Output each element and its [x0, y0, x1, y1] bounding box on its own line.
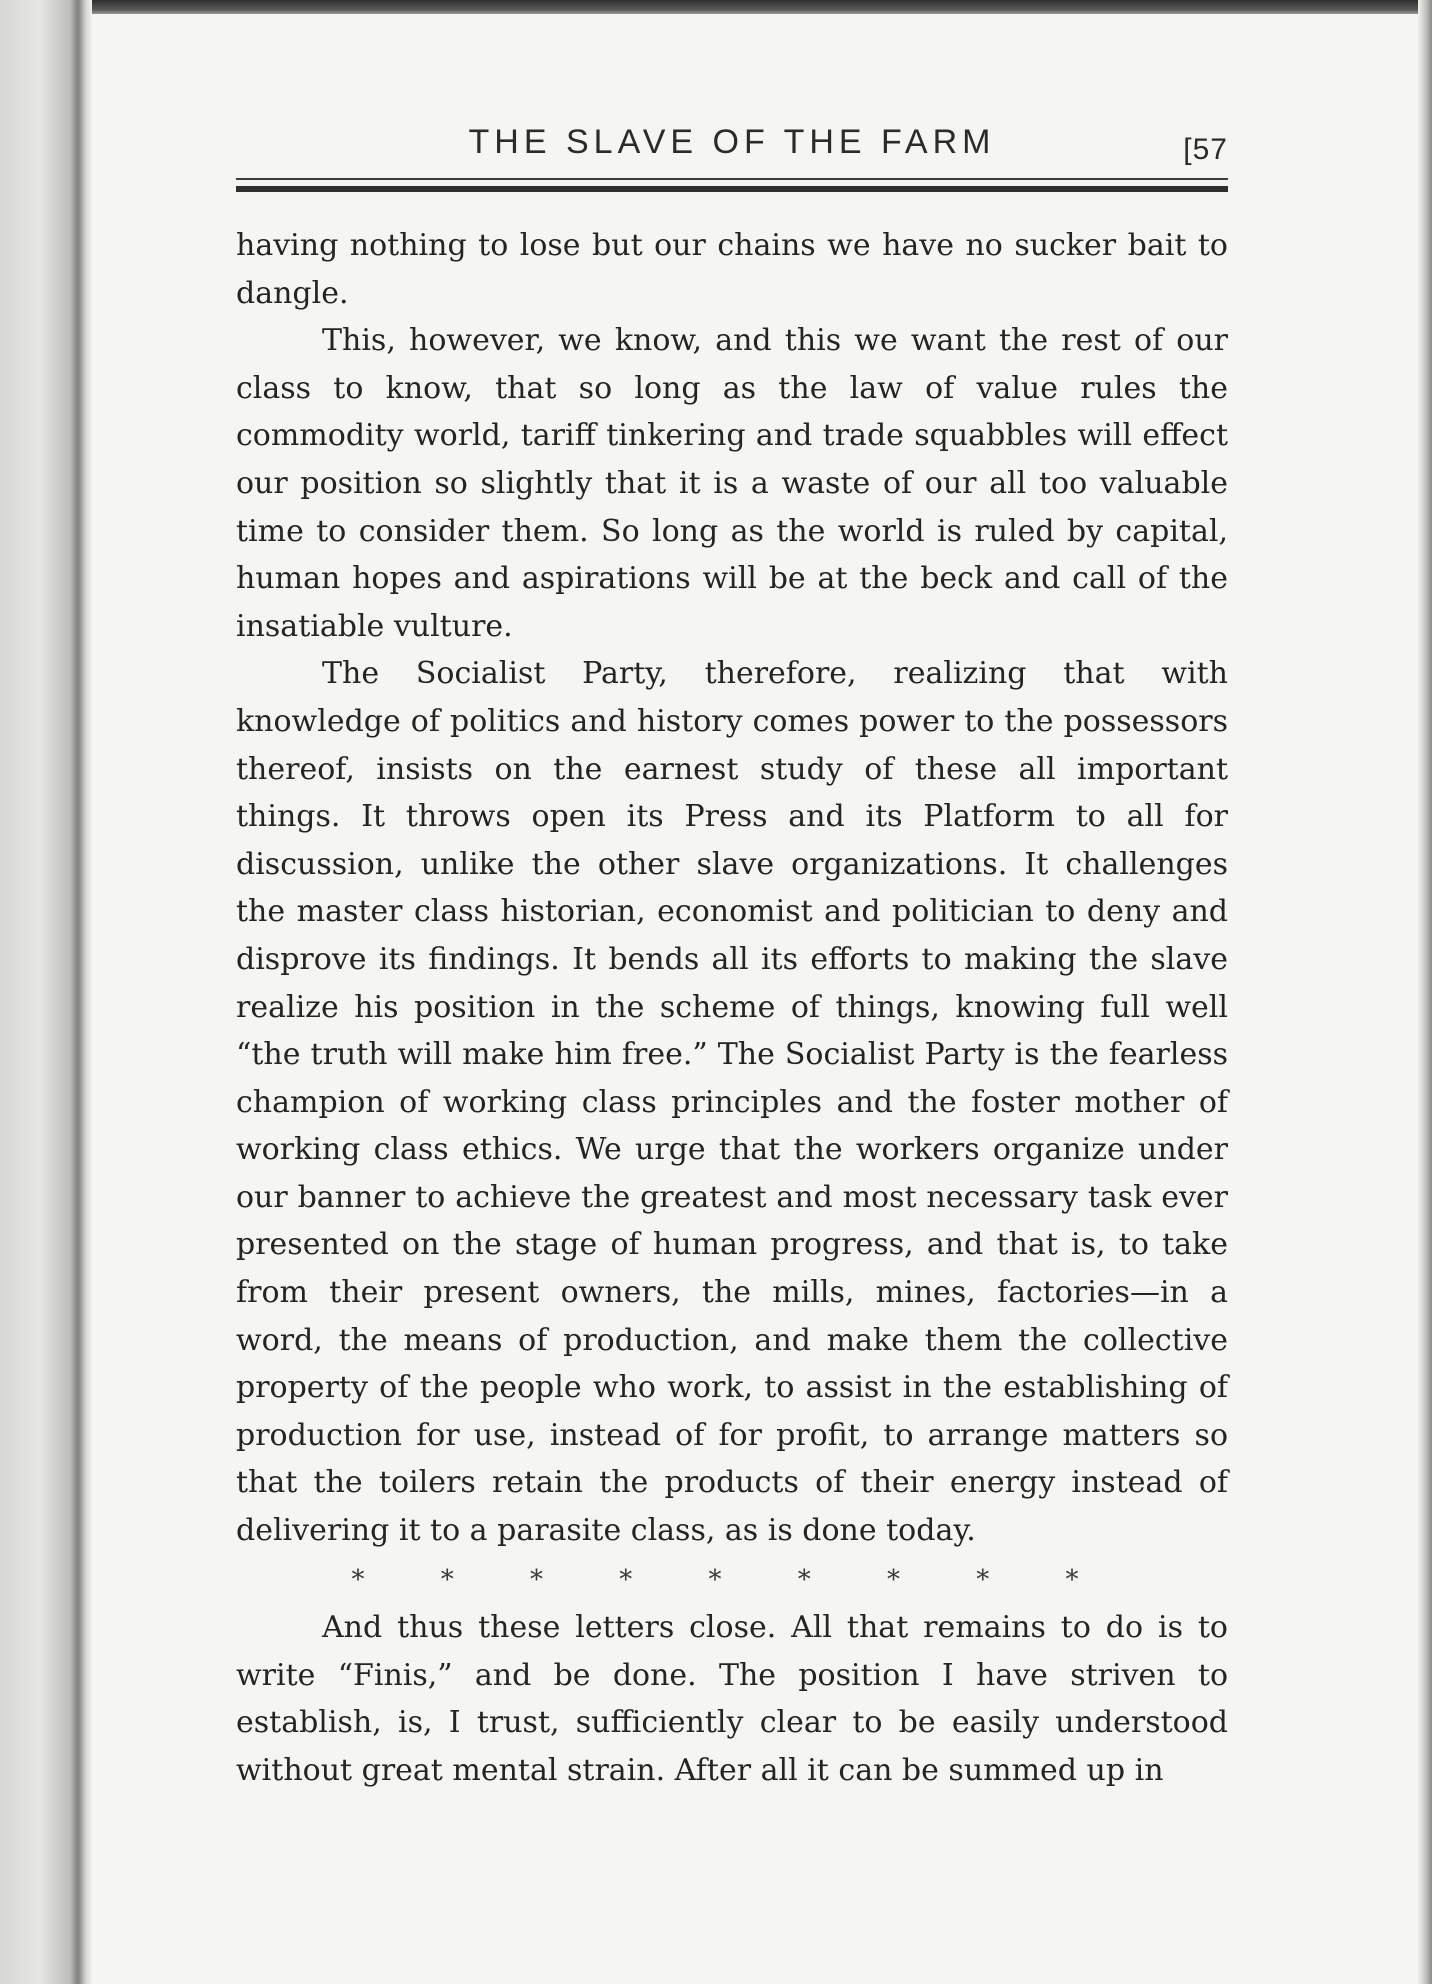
running-title: THE SLAVE OF THE FARM — [468, 123, 996, 161]
page-header — [236, 118, 1228, 168]
paragraph-law-of-value: This, however, we know, and this we want the rest of our class to know, that so long as the law of value rules the commodity world, tariff tinkering and trade squabbles will effect our position so slightly that it is a waste of our all too valuable time to consider them. So long as the world is ruled by capital, human hopes and aspirations will be at the beck and call of the insatiable vulture. — [236, 323, 1228, 644]
paragraph-socialist-party: The Socialist Party, therefore, realizing that with knowledge of politics and history comes power to the possessors thereof, insists on the earnest study of these all important things. It throws open its Press and its Platform to all for discussion, unlike the other slave organizations. It challenges the master class historian, economist and politician to deny and disprove its findings. It bends all its efforts to making the slave realize his position in the scheme of things, knowing full well “the truth will make him free.” The Socialist Party is the fearless champion of working class principles and the foster mother of working class ethics. We urge that the workers organize under our banner to achieve the greatest and most necessary task ever presented on the stage of human progress, and that is, to take from their present owners, the mills, mines, factories—in a word, the means of production, and make them the collective property of the people who work, to assist in the establishing of production for use, instead of for profit, to arrange matters so that the toilers retain the products of their energy instead of delivering it to a parasite class, as is done today. — [236, 656, 1228, 1549]
header-rule-thick — [236, 186, 1228, 192]
header-rule-thin — [236, 178, 1228, 180]
section-break-asterisks: * * * * * * * * * — [351, 1564, 1113, 1595]
body-text — [236, 222, 1228, 1795]
book-spine-shadow — [0, 0, 92, 1984]
page-top-edge — [0, 0, 1432, 14]
paragraph-continued: having nothing to lose but our chains we have no sucker bait to dangle. — [236, 228, 1228, 311]
paragraph-closing: And thus these letters close. All that remains to do is to write “Finis,” and be done. The position I have striven to establish, is, I trust, sufficiently clear to be easily understood without great mental strain. After all it can be summed up in — [236, 1610, 1228, 1788]
page-number: [57 — [1183, 133, 1228, 166]
page-right-edge — [1418, 0, 1432, 1984]
